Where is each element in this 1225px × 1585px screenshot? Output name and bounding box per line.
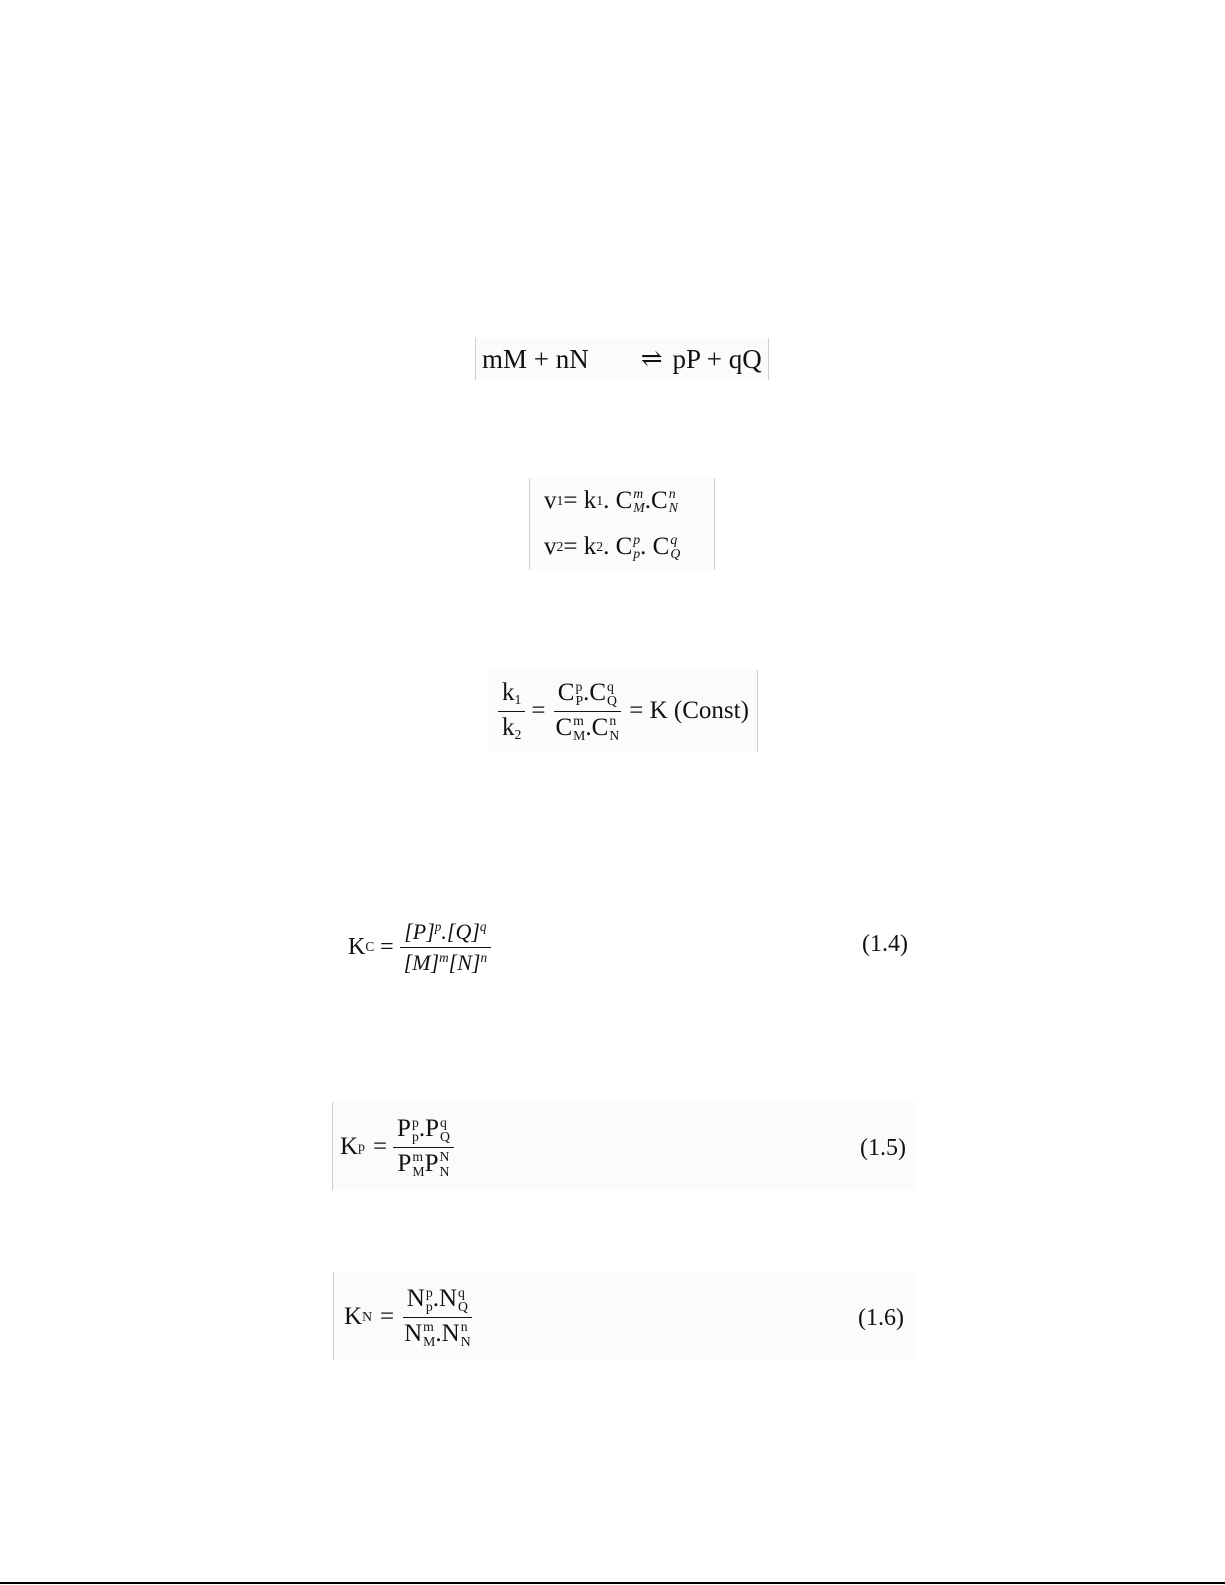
reaction-lhs: mM + nN	[482, 343, 589, 374]
equation-number-1-5: (1.5)	[860, 1135, 906, 1161]
rate-equation-forward: v 1 = k 1 . C m M .C n N	[544, 485, 678, 515]
reaction-rhs: pP + qQ	[672, 343, 762, 374]
page-bottom-border	[0, 1582, 1225, 1584]
k-fraction: $\frac{k_1}{k_2}$	[498, 679, 525, 742]
equation-number-1-4: (1.4)	[862, 931, 908, 957]
reaction-equation	[475, 338, 769, 380]
rate-equation-reverse: v 2 = k 2 . C p p . C q Q	[544, 531, 681, 561]
concentration-fraction: C p P .C q Q C m M .C n N	[555, 678, 620, 743]
equation-number-1-6: (1.6)	[858, 1305, 904, 1331]
equilibrium-arrow-icon: ⇌	[640, 344, 663, 373]
equation-kp: K p = P p p .P q Q P m M P N N	[340, 1110, 460, 1184]
rate-equations	[529, 478, 715, 570]
equilibrium-constant-label: = K (Const)	[629, 697, 749, 724]
equation-kc: K C = $\frac{[P]^p.[Q]^q}{[M]^m[N]^n}$	[348, 912, 497, 982]
rate-constant-ratio: $\frac{k_1}{k_2}$ = C p P .C q Q C m M .C n N = K (Const)	[488, 670, 758, 752]
equation-kn: K N = N p p .N q Q N m M .N n N	[344, 1284, 471, 1349]
